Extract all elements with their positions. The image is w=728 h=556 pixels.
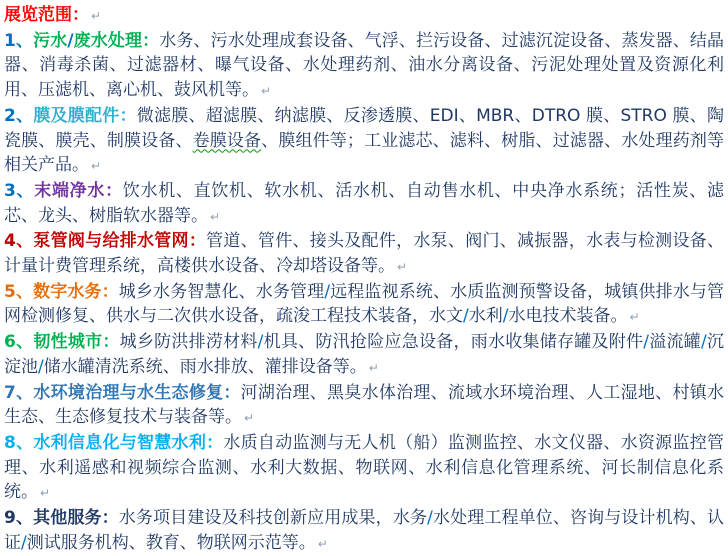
item-heading: 膜及膜配件：	[33, 105, 137, 126]
slash-separator: /	[463, 306, 469, 327]
scope-item-3	[4, 179, 724, 229]
scope-item-9	[4, 506, 724, 556]
paragraph-mark-icon: ↵	[91, 159, 102, 174]
item-body: 河湖治理、黑臭水体治理、流域水环境治理、人工湿地、村镇水生态、生态修复技术与装备等。	[4, 382, 724, 428]
title-line	[4, 3, 724, 29]
paragraph-mark-icon: ↵	[397, 260, 408, 275]
slash-separator: /	[67, 30, 74, 51]
scope-item-2	[4, 104, 724, 179]
item-heading: 水环境治理与水生态修复：	[33, 382, 241, 403]
item-heading: 韧性城市：	[33, 332, 120, 353]
scope-item-5	[4, 280, 724, 330]
scope-item-4	[4, 229, 724, 279]
paragraph-mark-icon: ↵	[244, 411, 255, 426]
paragraph-mark-icon: ↵	[629, 310, 640, 325]
item-number: 6、	[4, 332, 34, 353]
item-heading: 末端净水：	[34, 180, 123, 201]
paragraph-mark-icon: ↵	[261, 84, 272, 99]
item-number: 8、	[4, 432, 34, 453]
item-body: 城乡水务智慧化、水务管理/远程监视系统、水质监测预警设备，城镇供排水与管网检测修复、供水与二次供水设备，疏浚工程技术装备，水文/水利/水电技术装备。	[4, 281, 725, 327]
item-number: 4、	[4, 231, 34, 252]
scope-item-1	[4, 29, 724, 104]
paragraph-mark-icon: ↵	[40, 486, 51, 501]
slash-separator: /	[21, 532, 27, 553]
slash-separator: /	[701, 332, 707, 353]
item-body: 管道、管件、接头及配件，水泵、阀门、减振器，水表与检测设备、计量计费管理系统，高楼供水设备、冷却塔设备等。	[4, 231, 724, 277]
item-number: 2、	[4, 105, 34, 126]
item-heading: 其他服务：	[33, 508, 119, 529]
paragraph-mark-icon: ↵	[91, 9, 102, 23]
item-body: 水质自动监测与无人机（船）监测监控、水文仪器、水资源监控管理、水利遥感和视频综合监测、水利大数据、物联网、水利信息化管理系统、河长制信息化系统。	[4, 432, 724, 503]
item-heading: 数字水务：	[33, 281, 119, 302]
item-heading: 水利信息化与智慧水利：	[33, 432, 224, 453]
item-body: 微滤膜、超滤膜、纳滤膜、反渗透膜、EDI、MBR、DTRO 膜、STRO 膜、陶瓷膜、膜壳、制膜设备、卷膜设备、膜组件等；工业滤芯、滤料、树脂、过滤器、水处理药剂等相关产品。	[4, 105, 725, 176]
paragraph-mark-icon: ↵	[210, 209, 221, 224]
item-number: 7、	[4, 382, 34, 403]
item-number: 3、	[4, 180, 35, 201]
item-heading: 泵管阀与给排水管网：	[33, 231, 207, 252]
scope-item-6	[4, 330, 724, 380]
spellcheck-squiggle-text: 卷膜设备	[192, 130, 262, 151]
slash-separator: /	[38, 356, 44, 377]
item-body: 饮水机、直饮机、软水机、活水机、自动售水机、中央净水系统；活性炭、滤芯、龙头、树脂软水器等。	[4, 180, 725, 226]
item-body: 水务、污水处理成套设备、气浮、拦污设备、过滤沉淀设备、蒸发器、结晶器、消毒杀菌、过滤器材、曝气设备、水处理药剂、油水分离设备、污泥处理处置及资源化利用、压滤机、离心机、鼓风机等。	[4, 30, 725, 101]
paragraph-mark-icon: ↵	[368, 360, 379, 375]
paragraph-mark-icon: ↵	[317, 536, 328, 551]
slash-separator: /	[257, 332, 264, 353]
slash-separator: /	[427, 508, 433, 529]
item-number: 1、	[4, 30, 34, 51]
scope-item-7	[4, 381, 724, 431]
item-body: 水务项目建设及科技创新应用成果，水务/水处理工程单位、咨询与设计机构、认证/测试服务机构、教育、物联网示范等。	[4, 508, 725, 553]
slash-separator: /	[643, 332, 649, 353]
slash-separator: /	[502, 306, 509, 327]
item-heading: 污水/废水处理：	[33, 30, 160, 51]
slash-separator: /	[324, 281, 331, 302]
item-number: 5、	[4, 281, 34, 302]
item-body: 城乡防洪排涝材料/机具、防汛抢险应急设备，雨水收集储存罐及附件/溢流罐/沉淀池/储水罐清洗系统、雨水排放、灌排设备等。	[4, 332, 725, 377]
item-number: 9、	[4, 508, 34, 529]
scope-item-8	[4, 431, 724, 506]
page-title: 展览范围：	[4, 5, 89, 25]
